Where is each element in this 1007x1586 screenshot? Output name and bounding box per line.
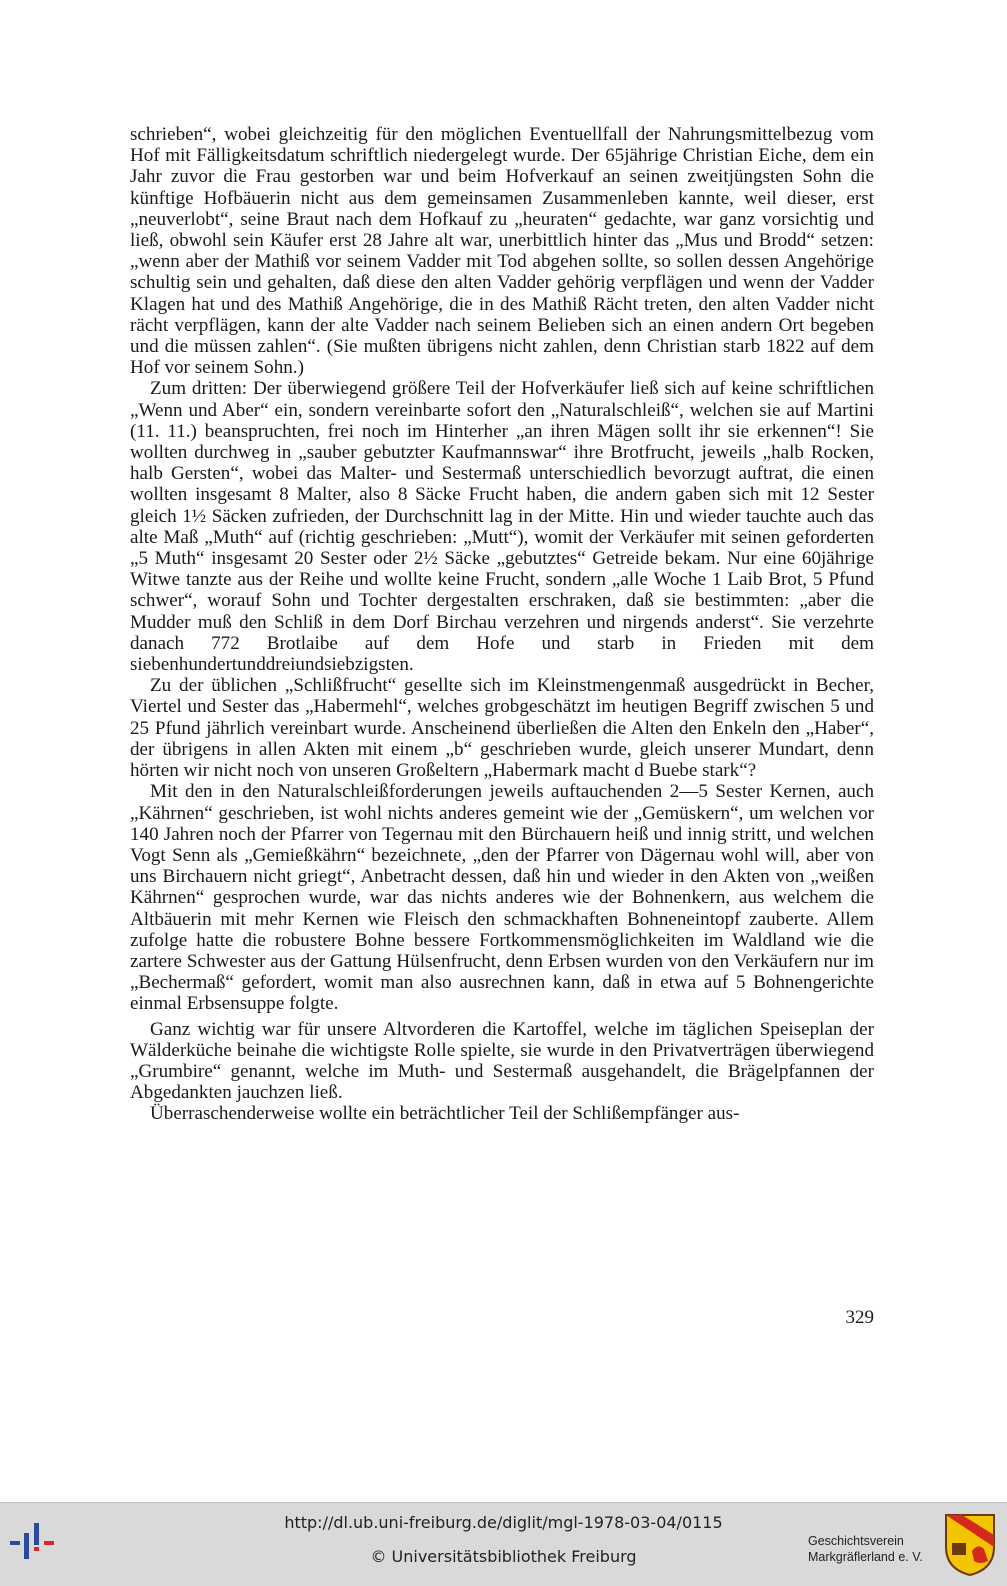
paragraph: Zum dritten: Der überwiegend größere Teil der Hofverkäufer ließ sich auf keine schriftlichen „Wenn und Aber“ ein, sondern vereinbarte sofort den „Naturalschleiß“, welchen sie auf Martini (11. 11.) beanspruchten, frei noch im Hinterher „an ihren Mägen sollt ihr sie erkennen“! Sie wollten durchweg in „sauber gebutzter Kaufmannswar“ ihre Brotfrucht, jeweils „halb Rocken, halb Gersten“, wobei das Malter- und Sestermaß unterschiedlich bevorzugt auftrat, die einen wollten insgesamt 8 Malter, also 8 Säcke Frucht haben, die andern gaben sich mit 12 Sester gleich 1½ Säcken zufrieden, der Durchschnitt lag in der Mitte. Hin und wieder tauchte auch das alte Maß „Muth“ auf (richtig geschrieben: „Mutt“), womit der Verkäufer mit seinen geforderten „5 Muth“ insgesamt 20 Sester oder 2½ Säcke „gebutztes“ Getreide bekam. Nur eine 60jährige Witwe tanzte aus der Reihe und wollte keine Frucht, sondern „alle Woche 1 Laib Brot, 5 Pfund schwer“, worauf Sohn und Tochter dergestalten erschraken, daß sie bestimmten: „aber die Mudder muß den Schliß in dem Dorf Birchau verzehren und nirgends anderst“. Sie verzehrte danach 772 Brotlaibe auf dem Hofe und starb in Frieden mit dem siebenhundertunddreiundsiebzigsten. [130,378,874,676]
society-name [808,1533,938,1565]
paragraph: Zu der üblichen „Schlißfrucht“ gesellte sich im Kleinstmengenmaß ausgedrückt in Becher, Viertel und Sester das „Habermehl“, welches grobgeschätzt im heutigen Begriff zwischen 5 und 25 Pfund jährlich vereinbart wurde. Anscheinend überließen die Alten den Enkeln den „Haber“, der übrigens in allen Akten mit einem „b“ geschrieben wurde, gleich unserer Mundart, denn hörten wir nicht noch von unseren Großeltern „Habermark macht d Buebe stark“? [130,675,874,782]
society-line: Markgräflerland e. V. [808,1550,923,1564]
body-text [130,124,874,1125]
paragraph: Mit den in den Naturalschleißforderungen jeweils auftauchenden 2—5 Sester Kernen, auch „Kährnen“ geschrieben, ist wohl nichts anderes gemeint wie der „Gemüskern“, um welchen vor 140 Jahren noch der Pfarrer von Tegernau mit den Bürchauern heiß und innig stritt, und welchen Vogt Senn als „Gemießkährn“ bezeichnete, „den der Pfarrer von Dägernau wohl will, aber von uns Birchauern nicht griegt“, Anbetracht dessen, daß hin und wieder in den Akten von „weißen Kährnen“ gesprochen wurde, war das nichts anderes wie der Bohnenkern, aus welchem die Altbäuerin mit mehr Kernen wie Fleisch den schmackhaften Bohneneintopf zauberte. Allem zufolge hatte die robustere Bohne bessere Fortkommensmöglichkeiten im Waldland wie die zartere Schwester aus der Gattung Hülsenfrucht, denn Erbsen wurden von den Verkäufern nur im „Bechermaß“ gefordert, womit man also ausrechnen kann, daß in etwa auf 5 Bohnengerichte einmal Erbsensuppe folgte. [130,781,874,1015]
ub-freiburg-logo-icon [10,1521,66,1565]
viewer-footer [0,1502,1007,1586]
society-crest-icon [944,1513,996,1577]
paragraph: Überraschenderweise wollte ein beträchtlicher Teil der Schlißempfänger aus- [150,1103,740,1125]
paragraph: Ganz wichtig war für unsere Altvorderen die Kartoffel, welche im täglichen Speiseplan der Wälderküche beinahe die wichtigste Rolle spielte, sie wurde in den Privatverträgen überwiegend „Grumbire“ genannt, welche im Muth- und Sestermaß ausgehandelt, die Brägelpfannen der Abgedankten jauchzen ließ. [130,1018,874,1104]
society-line: Geschichtsverein [808,1534,904,1548]
paragraph: schrieben“, wobei gleichzeitig für den möglichen Eventuellfall der Nahrungsmittelbezug vom Hof mit Fälligkeitsdatum schriftlich niedergelegt wurde. Der 65jährige Christian Eiche, dem ein Jahr zuvor die Frau gestorben war und beim Hofverkauf an seinen zweitjüngsten Sohn die künftige Hofbäuerin nicht aus dem gemeinsamen Zusammenleben kannte, weil dieser, erst „neuverlobt“, seine Braut nach dem Hofkauf zu „heuraten“ gedachte, war ganz vorsichtig und ließ, obwohl sein Käufer erst 28 Jahre alt war, unerbittlich hinter das „Mus und Brodd“ setzen: „wenn aber der Mathiß vor seinem Vadder mit Tod abgehen sollte, so sollen dessen Angehörige schultig sein und gehalten, daß diese den alten Vadder gehörig verpflägen und wenn der Vadder Klagen hat und des Mathiß Angehörige, die in des Mathiß Rächt treten, den alten Vadder nicht rächt verpflägen, kann der alte Vadder nach seinem Belieben sich an einen andern Ort begeben und die müssen zahlen“. (Sie mußten übrigens nicht zahlen, denn Christian starb 1822 auf dem Hof vor seinem Sohn.) [130,124,874,379]
copyright-notice: © Universitätsbibliothek Freiburg [370,1547,637,1566]
page-number: 329 [845,1307,874,1328]
permalink-url[interactable]: http://dl.ub.uni-freiburg.de/diglit/mgl-1978-03-04/0115 [284,1513,723,1532]
